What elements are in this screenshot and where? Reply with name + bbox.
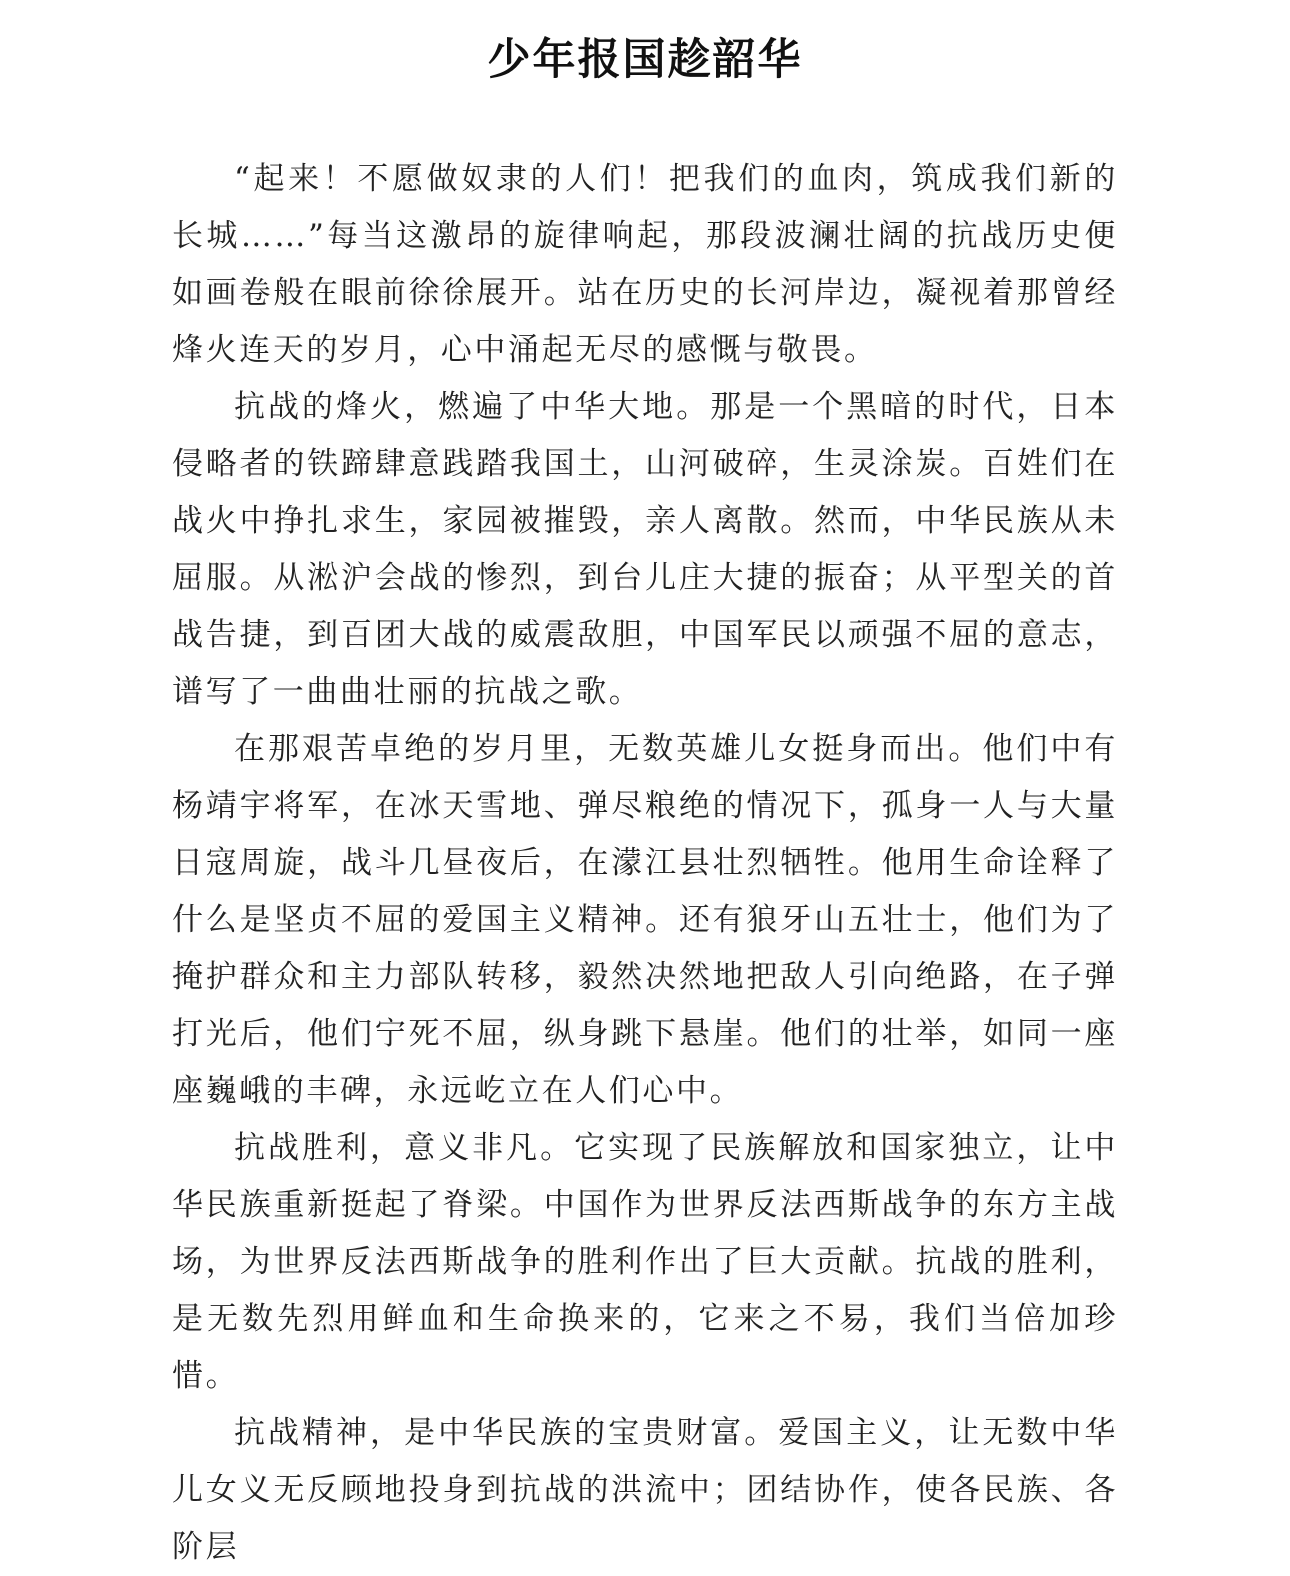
- document-body: [172, 151, 1118, 1576]
- paragraph: 在那艰苦卓绝的岁月里，无数英雄儿女挺身而出。他们中有杨靖宇将军，在冰天雪地、弹尽粮绝的情况下，孤身一人与大量日寇周旋，战斗几昼夜后，在濛江县壮烈牺牲。他用生命诠释了什么是坚贞不屈的爱国主义精神。还有狼牙山五壮士，他们为了掩护群众和主力部队转移，毅然决然地把敌人引向绝路，在子弹打光后，他们宁死不屈，纵身跳下悬崖。他们的壮举，如同一座座巍峨的丰碑，永远屹立在人们心中。: [172, 731, 1118, 1109]
- paragraph: 抗战胜利，意义非凡。它实现了民族解放和国家独立，让中华民族重新挺起了脊梁。中国作为世界反法西斯战争的东方主战场，为世界反法西斯战争的胜利作出了巨大贡献。抗战的胜利，是无数先烈用鲜血和生命换来的，它来之不易，我们当倍加珍惜。: [172, 1130, 1118, 1394]
- document-title: 少年报国趁韶华: [487, 35, 803, 85]
- paragraph: 抗战精神，是中华民族的宝贵财富。爱国主义，让无数中华儿女义无反顾地投身到抗战的洪流中；团结协作，使各民族、各阶层: [172, 1415, 1118, 1565]
- paragraph: 抗战的烽火，燃遍了中华大地。那是一个黑暗的时代，日本侵略者的铁蹄肆意践踏我国土，山河破碎，生灵涂炭。百姓们在战火中挣扎求生，家园被摧毁，亲人离散。然而，中华民族从未屈服。从淞沪会战的惨烈，到台儿庄大捷的振奋；从平型关的首战告捷，到百团大战的威震敌胆，中国军民以顽强不屈的意志，谱写了一曲曲壮丽的抗战之歌。: [172, 389, 1118, 710]
- paragraph: “起来！不愿做奴隶的人们！把我们的血肉，筑成我们新的长城……”每当这激昂的旋律响起，那段波澜壮阔的抗战历史便如画卷般在眼前徐徐展开。站在历史的长河岸边，凝视着那曾经烽火连天的岁月，心中涌起无尽的感慨与敬畏。: [172, 161, 1118, 368]
